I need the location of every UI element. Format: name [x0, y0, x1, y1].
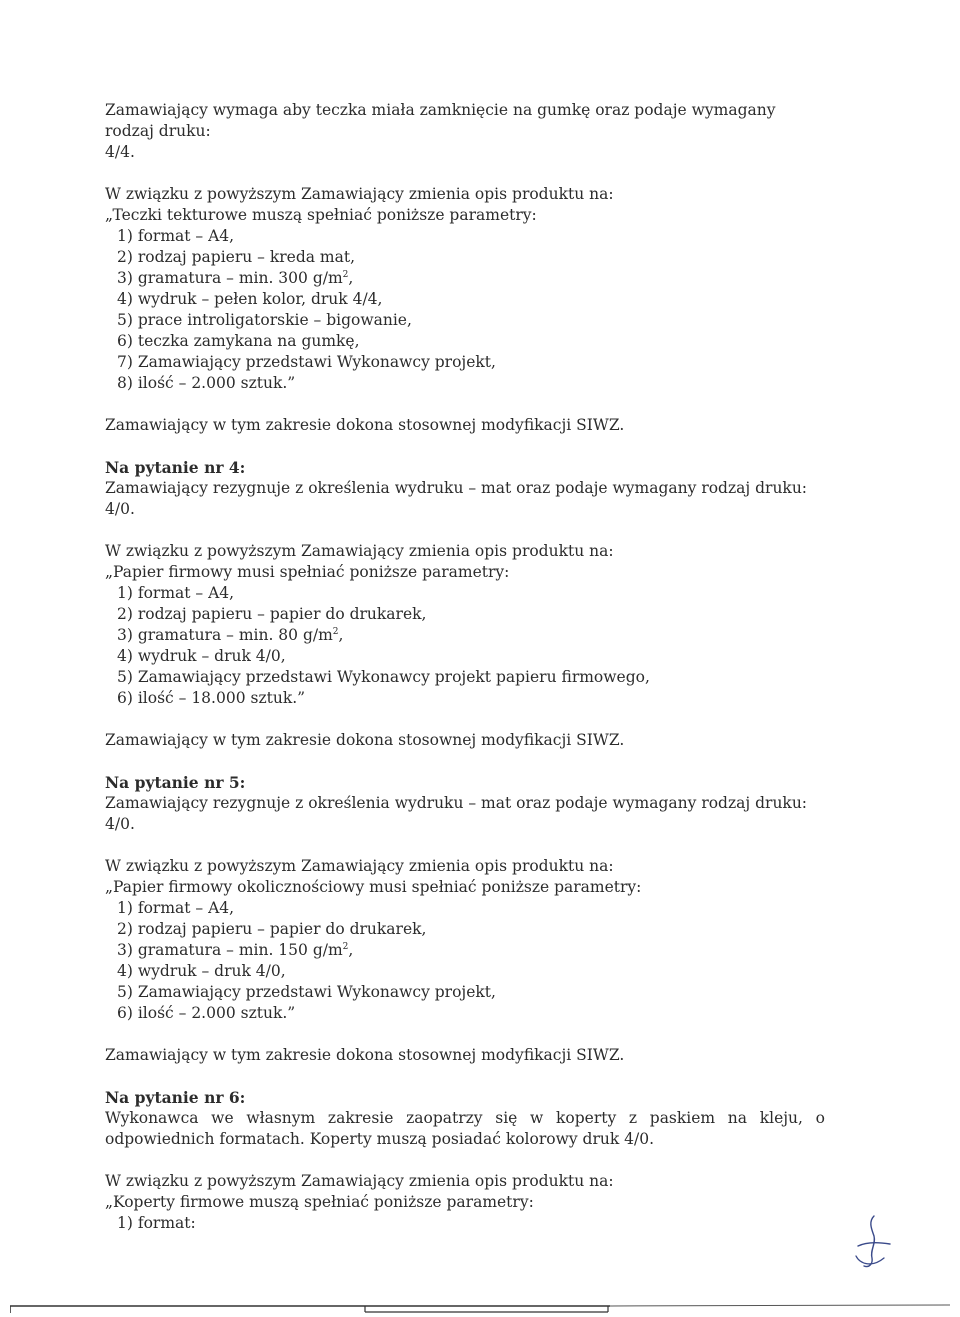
question-4-parameters-list	[105, 583, 825, 709]
list-item: 4) wydruk – druk 4/0,	[117, 647, 286, 665]
question-6-heading: Na pytanie nr 6:	[105, 1088, 246, 1107]
question-5-answer: Zamawiający rezygnuje z określenia wydruku – mat oraz podaje wymagany rodzaj druku: 4/0.	[105, 794, 808, 833]
question-4-lead: W związku z powyższym Zamawiający zmienia opis produktu na:	[105, 542, 614, 560]
question-6-quote-open: „Koperty firmowe muszą spełniać poniższe parametry:	[105, 1193, 534, 1211]
question-5-heading: Na pytanie nr 5:	[105, 773, 246, 792]
list-item-tail: ,	[348, 941, 354, 959]
question-6-lead: W związku z powyższym Zamawiający zmienia opis produktu na:	[105, 1172, 614, 1190]
teczki-quote-open: „Teczki tekturowe muszą spełniać poniższe parametry:	[105, 206, 537, 224]
list-item: 6) ilość – 18.000 sztuk.”	[117, 689, 306, 707]
list-item: 5) Zamawiający przedstawi Wykonawcy projekt,	[117, 983, 496, 1001]
list-item: 6) ilość – 2.000 sztuk.”	[117, 1004, 296, 1022]
superscript: 2	[342, 941, 349, 952]
list-item-tail: ,	[338, 626, 344, 644]
list-item: 1) format – A4,	[117, 584, 235, 602]
question-4-quote-open: „Papier firmowy musi spełniać poniższe parametry:	[105, 563, 510, 581]
question-5-lead: W związku z powyższym Zamawiający zmienia opis produktu na:	[105, 857, 614, 875]
question-6-parameters-list	[105, 1213, 825, 1234]
list-item: 7) Zamawiający przedstawi Wykonawcy projekt,	[117, 353, 496, 371]
document-body	[105, 100, 825, 1234]
list-item-tail: ,	[348, 269, 354, 287]
list-item: 1) format – A4,	[117, 899, 235, 917]
question-5-closing: Zamawiający w tym zakresie dokona stosownej modyfikacji SIWZ.	[105, 1046, 625, 1064]
list-item	[105, 625, 825, 646]
list-item: 4) wydruk – druk 4/0,	[117, 962, 286, 980]
list-item	[105, 940, 825, 961]
list-item: 2) rodzaj papieru – papier do drukarek,	[117, 920, 427, 938]
question-4-heading: Na pytanie nr 4:	[105, 458, 246, 477]
list-item-text: 3) gramatura – min. 150 g/m	[117, 941, 343, 959]
question-5-parameters-list	[105, 898, 825, 1024]
list-item-text: 3) gramatura – min. 80 g/m	[117, 626, 333, 644]
list-item: 2) rodzaj papieru – papier do drukarek,	[117, 605, 427, 623]
list-item: 8) ilość – 2.000 sztuk.”	[117, 374, 296, 392]
question-5-quote-open: „Papier firmowy okolicznościowy musi spełniać poniższe parametry:	[105, 878, 642, 896]
teczki-lead: W związku z powyższym Zamawiający zmienia opis produktu na:	[105, 185, 614, 203]
question-6-answer: Wykonawca we własnym zakresie zaopatrzy się w koperty z paskiem na kleju, o odpowiednich formatach. Koperty muszą posiadać kolorowy druk 4/0.	[105, 1109, 825, 1148]
teczki-parameters-list	[105, 226, 825, 394]
intro-line-2: 4/4.	[105, 143, 135, 161]
list-item	[105, 268, 825, 289]
list-item: 2) rodzaj papieru – kreda mat,	[117, 248, 356, 266]
list-item: 1) format:	[117, 1214, 196, 1232]
superscript: 2	[342, 269, 349, 280]
list-item: 6) teczka zamykana na gumkę,	[117, 332, 360, 350]
list-item: 5) Zamawiający przedstawi Wykonawcy projekt papieru firmowego,	[117, 668, 650, 686]
question-4-answer: Zamawiający rezygnuje z określenia wydruku – mat oraz podaje wymagany rodzaj druku: 4/0.	[105, 479, 808, 518]
list-item-text: 3) gramatura – min. 300 g/m	[117, 269, 343, 287]
list-item: 1) format – A4,	[117, 227, 235, 245]
list-item: 4) wydruk – pełen kolor, druk 4/4,	[117, 290, 383, 308]
intro-line-1: Zamawiający wymaga aby teczka miała zamknięcie na gumkę oraz podaje wymagany rodzaj druku:	[105, 101, 776, 140]
handwritten-initial-icon	[848, 1212, 898, 1272]
teczki-closing: Zamawiający w tym zakresie dokona stosownej modyfikacji SIWZ.	[105, 416, 625, 434]
superscript: 2	[332, 626, 339, 637]
footer-rule	[10, 1300, 950, 1314]
question-4-closing: Zamawiający w tym zakresie dokona stosownej modyfikacji SIWZ.	[105, 731, 625, 749]
list-item: 5) prace introligatorskie – bigowanie,	[117, 311, 412, 329]
